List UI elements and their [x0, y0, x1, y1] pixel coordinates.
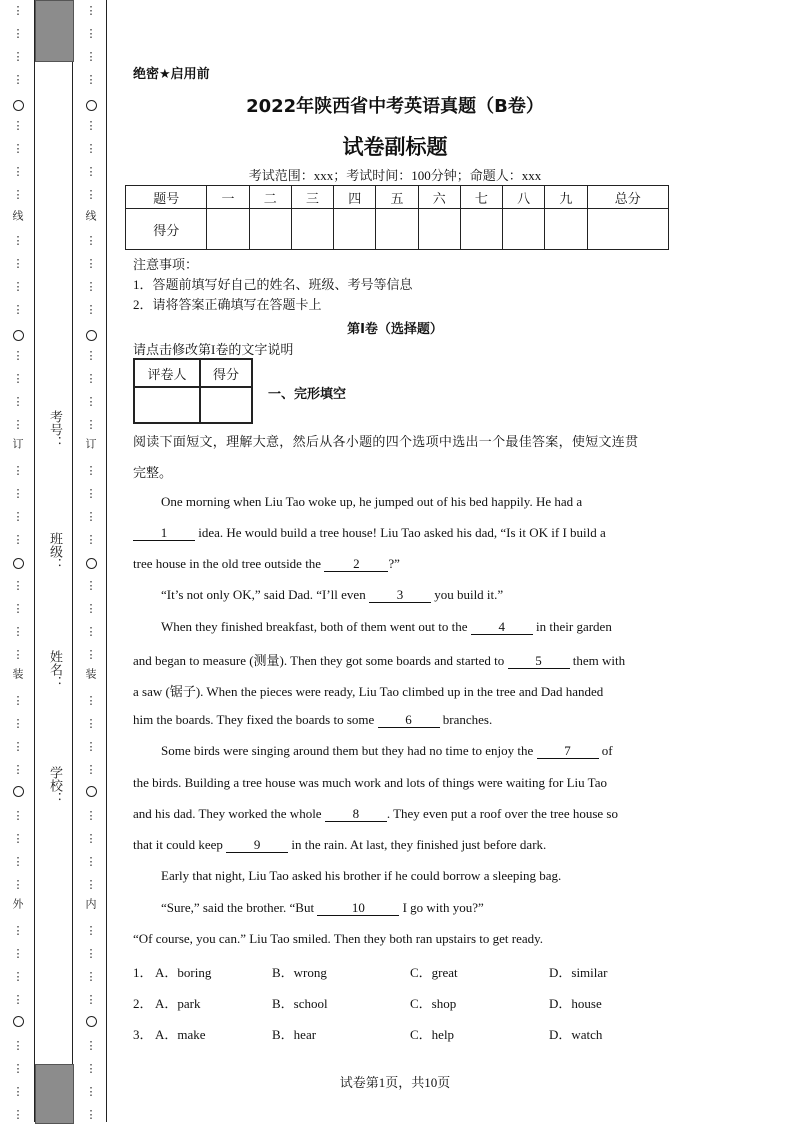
binding-dots: ⋮ — [12, 373, 24, 385]
passage-line — [133, 556, 400, 572]
score-table-row-label: 题号 — [126, 186, 207, 209]
binding-circle — [86, 558, 97, 569]
binding-dots: ⋮ — [85, 718, 97, 730]
option-b[interactable]: B．hear — [272, 1027, 317, 1042]
passage-line: the birds. Building a tree house was much work and lots of things were waiting for Liu Tao — [133, 775, 607, 790]
binding-border-left — [34, 0, 35, 1122]
part1-note[interactable]: 请点击修改第I卷的文字说明 — [133, 342, 294, 357]
outer-mark-zhuang: 装 — [11, 668, 23, 679]
blank-8[interactable]: 8 — [325, 807, 387, 822]
passage-text: them with — [569, 653, 626, 668]
part1-title: 第I卷（选择题） — [347, 322, 443, 337]
inner-mark-xian: 线 — [84, 210, 96, 221]
score-table-score-label: 得分 — [126, 209, 207, 250]
grader-cell[interactable] — [134, 387, 200, 423]
score-table-header-row — [126, 186, 669, 209]
binding-border-right — [72, 0, 73, 1122]
grader-header-row — [134, 359, 252, 387]
passage-text: of — [598, 743, 613, 758]
binding-dots: ⋮ — [12, 350, 24, 362]
binding-dots: ⋮ — [12, 810, 24, 822]
exam-title: 2022年陕西省中考英语真题（B卷） — [246, 96, 544, 117]
score-cell[interactable] — [503, 209, 545, 250]
binding-circle — [86, 1016, 97, 1027]
score-table-col: 八 — [503, 186, 545, 209]
passage-line — [161, 900, 484, 916]
binding-dots: ⋮ — [12, 925, 24, 937]
binding-circle — [86, 786, 97, 797]
passage-text: and began to measure (测量). Then they got some boards and started to — [133, 653, 508, 668]
page-footer: 试卷第1页，共10页 — [339, 1075, 451, 1090]
binding-dots: ⋮ — [85, 189, 97, 201]
binding-dots: ⋮ — [85, 1040, 97, 1052]
binding-dots: ⋮ — [85, 1109, 97, 1121]
binding-circle — [13, 330, 24, 341]
blank-9[interactable]: 9 — [226, 838, 288, 853]
passage-line: Early that night, Liu Tao asked his brother if he could borrow a sleeping bag. — [161, 868, 562, 883]
option-b[interactable]: B．wrong — [272, 965, 327, 980]
passage-line — [161, 587, 503, 603]
binding-dots: ⋮ — [85, 580, 97, 592]
passage-text: branches. — [439, 712, 493, 727]
passage-text: and his dad. They worked the whole — [133, 806, 325, 821]
binding-dots: ⋮ — [85, 626, 97, 638]
option-a[interactable]: A．make — [155, 1027, 206, 1042]
binding-dots: ⋮ — [85, 741, 97, 753]
outer-mark-ding: 订 — [11, 438, 23, 449]
binding-dots: ⋮ — [85, 925, 97, 937]
passage-text: that it could keep — [133, 837, 227, 852]
binding-dots: ⋮ — [12, 511, 24, 523]
binding-dots: ⋮ — [12, 258, 24, 270]
binding-dots: ⋮ — [85, 143, 97, 155]
binding-circle — [13, 100, 24, 111]
score-cell[interactable] — [334, 209, 376, 250]
option-d[interactable]: D．similar — [549, 965, 608, 980]
passage-text: “It’s not only OK,” said Dad. “I’ll even — [161, 587, 369, 602]
option-c[interactable]: C．shop — [410, 996, 457, 1011]
passage-text: in their garden — [532, 619, 612, 634]
binding-bottom-block — [35, 1064, 74, 1124]
binding-dots: ⋮ — [12, 764, 24, 776]
binding-dots: ⋮ — [12, 1086, 24, 1098]
blank-2[interactable]: 2 — [324, 557, 388, 572]
score-table-col: 二 — [249, 186, 291, 209]
binding-dots: ⋮ — [12, 695, 24, 707]
grader-label: 评卷人 — [134, 359, 200, 387]
question-number: 2． — [133, 996, 153, 1011]
passage-text: . They even put a roof over the tree house so — [386, 806, 618, 821]
score-cell[interactable] — [291, 209, 333, 250]
passage-text: “Sure,” said the brother. “But — [161, 900, 318, 915]
blank-10[interactable]: 10 — [317, 901, 399, 916]
binding-dots: ⋮ — [85, 856, 97, 868]
field-class: 班级： — [47, 532, 62, 571]
passage-line — [161, 619, 612, 635]
score-cell[interactable] — [587, 209, 668, 250]
binding-dots: ⋮ — [85, 166, 97, 178]
binding-top-block — [35, 0, 74, 62]
binding-dots: ⋮ — [12, 488, 24, 500]
passage-text: idea. He would build a tree house! Liu Tao asked his dad, “Is it OK if I build a — [195, 525, 606, 540]
binding-dots: ⋮ — [85, 833, 97, 845]
binding-dots: ⋮ — [12, 281, 24, 293]
exam-subtitle: 试卷副标题 — [342, 135, 448, 159]
option-c[interactable]: C．help — [410, 1027, 455, 1042]
binding-dots: ⋮ — [85, 948, 97, 960]
binding-dots: ⋮ — [12, 534, 24, 546]
binding-dots: ⋮ — [12, 5, 24, 17]
binding-dots: ⋮ — [12, 235, 24, 247]
blank-3[interactable]: 3 — [369, 588, 431, 603]
score-cell[interactable] — [460, 209, 502, 250]
section-title: 一、完形填空 — [268, 387, 347, 402]
binding-dots: ⋮ — [12, 143, 24, 155]
option-c[interactable]: C．great — [410, 965, 458, 980]
score-cell[interactable] — [249, 209, 291, 250]
score-cell[interactable] — [545, 209, 587, 250]
binding-dots: ⋮ — [12, 971, 24, 983]
binding-dots: ⋮ — [85, 695, 97, 707]
binding-dots: ⋮ — [12, 718, 24, 730]
passage-text: you build it.” — [430, 587, 504, 602]
binding-dots: ⋮ — [12, 1040, 24, 1052]
score-table-col: 一 — [207, 186, 249, 209]
option-a[interactable]: A．park — [155, 996, 201, 1011]
binding-dots: ⋮ — [85, 764, 97, 776]
passage-text: Some birds were singing around them but they had no time to enjoy the — [161, 743, 537, 758]
passage-text: I go with you?” — [399, 900, 484, 915]
passage-text: When they finished breakfast, both of them went out to the — [161, 619, 471, 634]
passage-line: “Of course, you can.” Liu Tao smiled. Then they both ran upstairs to get ready. — [133, 931, 544, 946]
score-table-col: 四 — [334, 186, 376, 209]
score-cell[interactable] — [418, 209, 460, 250]
binding-dots: ⋮ — [12, 74, 24, 86]
question-number: 3． — [133, 1027, 153, 1042]
binding-dots: ⋮ — [85, 304, 97, 316]
grader-score-cell[interactable] — [200, 387, 252, 423]
binding-dots: ⋮ — [12, 419, 24, 431]
passage-text: tree house in the old tree outside the — [133, 556, 325, 571]
blank-1[interactable]: 1 — [133, 526, 195, 541]
blank-6[interactable]: 6 — [378, 713, 440, 728]
binding-circle — [13, 786, 24, 797]
notes-heading: 注意事项： — [133, 257, 199, 272]
passage-line — [133, 712, 492, 728]
binding-dots: ⋮ — [85, 879, 97, 891]
binding-dots: ⋮ — [85, 465, 97, 477]
binding-dots: ⋮ — [12, 1109, 24, 1121]
score-table-score-row — [126, 209, 669, 250]
binding-dots: ⋮ — [85, 971, 97, 983]
score-table-col: 总分 — [587, 186, 668, 209]
field-school: 学校： — [47, 766, 62, 805]
score-table-col: 五 — [376, 186, 418, 209]
binding-dots: ⋮ — [85, 350, 97, 362]
binding-dots: ⋮ — [12, 580, 24, 592]
binding-dots: ⋮ — [85, 511, 97, 523]
binding-dots: ⋮ — [85, 74, 97, 86]
passage-line — [133, 806, 618, 822]
option-d[interactable]: D．watch — [549, 1027, 603, 1042]
binding-dots: ⋮ — [85, 373, 97, 385]
binding-dots: ⋮ — [85, 534, 97, 546]
binding-dots: ⋮ — [85, 1086, 97, 1098]
binding-dots: ⋮ — [85, 28, 97, 40]
score-cell[interactable] — [376, 209, 418, 250]
notes — [133, 255, 413, 315]
binding-dots: ⋮ — [85, 419, 97, 431]
option-a[interactable]: A．boring — [155, 965, 212, 980]
binding-dots: ⋮ — [12, 833, 24, 845]
binding-dots: ⋮ — [12, 189, 24, 201]
binding-dots: ⋮ — [12, 396, 24, 408]
binding-dots: ⋮ — [85, 488, 97, 500]
blank-5[interactable]: 5 — [508, 654, 570, 669]
passage-line: a saw (锯子). When the pieces were ready, Liu Tao climbed up in the tree and Dad handed — [133, 684, 604, 699]
passage-line — [133, 837, 546, 853]
binding-dots: ⋮ — [85, 649, 97, 661]
binding-circle — [13, 558, 24, 569]
instructions-line: 完整。 — [133, 465, 173, 480]
binding-dots: ⋮ — [12, 1063, 24, 1075]
binding-dots: ⋮ — [12, 741, 24, 753]
binding-dots: ⋮ — [85, 235, 97, 247]
binding-dots: ⋮ — [12, 649, 24, 661]
inner-mark-nei: 内 — [84, 898, 96, 909]
binding-dots: ⋮ — [12, 879, 24, 891]
score-table-col: 三 — [291, 186, 333, 209]
exam-info: 考试范围：xxx；考试时间：100分钟；命题人：xxx — [248, 168, 542, 183]
binding-circle — [86, 330, 97, 341]
binding-dots: ⋮ — [12, 120, 24, 132]
blank-4[interactable]: 4 — [471, 620, 533, 635]
binding-dots: ⋮ — [85, 603, 97, 615]
binding-dots: ⋮ — [12, 28, 24, 40]
score-table-col: 九 — [545, 186, 587, 209]
binding-circle — [13, 1016, 24, 1027]
passage-line — [133, 650, 625, 669]
blank-7[interactable]: 7 — [537, 744, 599, 759]
passage-line — [133, 525, 606, 541]
question-number: 1． — [133, 965, 153, 980]
binding-dots: ⋮ — [12, 304, 24, 316]
binding-dots: ⋮ — [85, 396, 97, 408]
binding-dots: ⋮ — [85, 120, 97, 132]
binding-dots: ⋮ — [85, 258, 97, 270]
field-name: 姓名： — [47, 650, 62, 689]
score-cell[interactable] — [207, 209, 249, 250]
binding-dots: ⋮ — [85, 281, 97, 293]
binding-dots: ⋮ — [12, 465, 24, 477]
notes-item: 2．请将答案正确填写在答题卡上 — [133, 297, 322, 312]
binding-dots: ⋮ — [12, 166, 24, 178]
passage-line: One morning when Liu Tao woke up, he jumped out of his bed happily. He had a — [161, 494, 583, 509]
binding-dots: ⋮ — [85, 994, 97, 1006]
binding-dots: ⋮ — [12, 51, 24, 63]
secret-label: 绝密★启用前 — [133, 67, 210, 82]
binding-dots: ⋮ — [12, 603, 24, 615]
option-d[interactable]: D．house — [549, 996, 602, 1011]
binding-dots: ⋮ — [12, 994, 24, 1006]
grader-score-label: 得分 — [200, 359, 252, 387]
passage-text: in the rain. At last, they finished just before dark. — [288, 837, 547, 852]
inner-mark-ding: 订 — [84, 438, 96, 449]
binding-dots: ⋮ — [85, 5, 97, 17]
binding-dots: ⋮ — [12, 948, 24, 960]
binding-dots: ⋮ — [85, 51, 97, 63]
outer-mark-wai: 外 — [11, 898, 23, 909]
grader-input-row — [134, 387, 252, 423]
outer-mark-xian: 线 — [11, 210, 23, 221]
instructions-line: 阅读下面短文，理解大意，然后从各小题的四个选项中选出一个最佳答案，使短文连贯 — [133, 434, 639, 449]
passage-text: ?” — [388, 556, 400, 571]
binding-dots: ⋮ — [85, 1063, 97, 1075]
score-table — [125, 185, 669, 250]
inner-mark-zhuang: 装 — [84, 668, 96, 679]
passage-text: him the boards. They fixed the boards to some — [133, 712, 378, 727]
binding-dots: ⋮ — [12, 856, 24, 868]
binding-dots: ⋮ — [85, 810, 97, 822]
binding-circle — [86, 100, 97, 111]
option-b[interactable]: B．school — [272, 996, 328, 1011]
notes-item: 1．答题前填写好自己的姓名、班级、考号等信息 — [133, 277, 413, 292]
field-exam-number: 考号： — [47, 410, 62, 449]
passage-line — [161, 743, 613, 759]
binding-dots: ⋮ — [12, 626, 24, 638]
score-table-col: 七 — [460, 186, 502, 209]
grader-table — [133, 358, 253, 424]
score-table-col: 六 — [418, 186, 460, 209]
